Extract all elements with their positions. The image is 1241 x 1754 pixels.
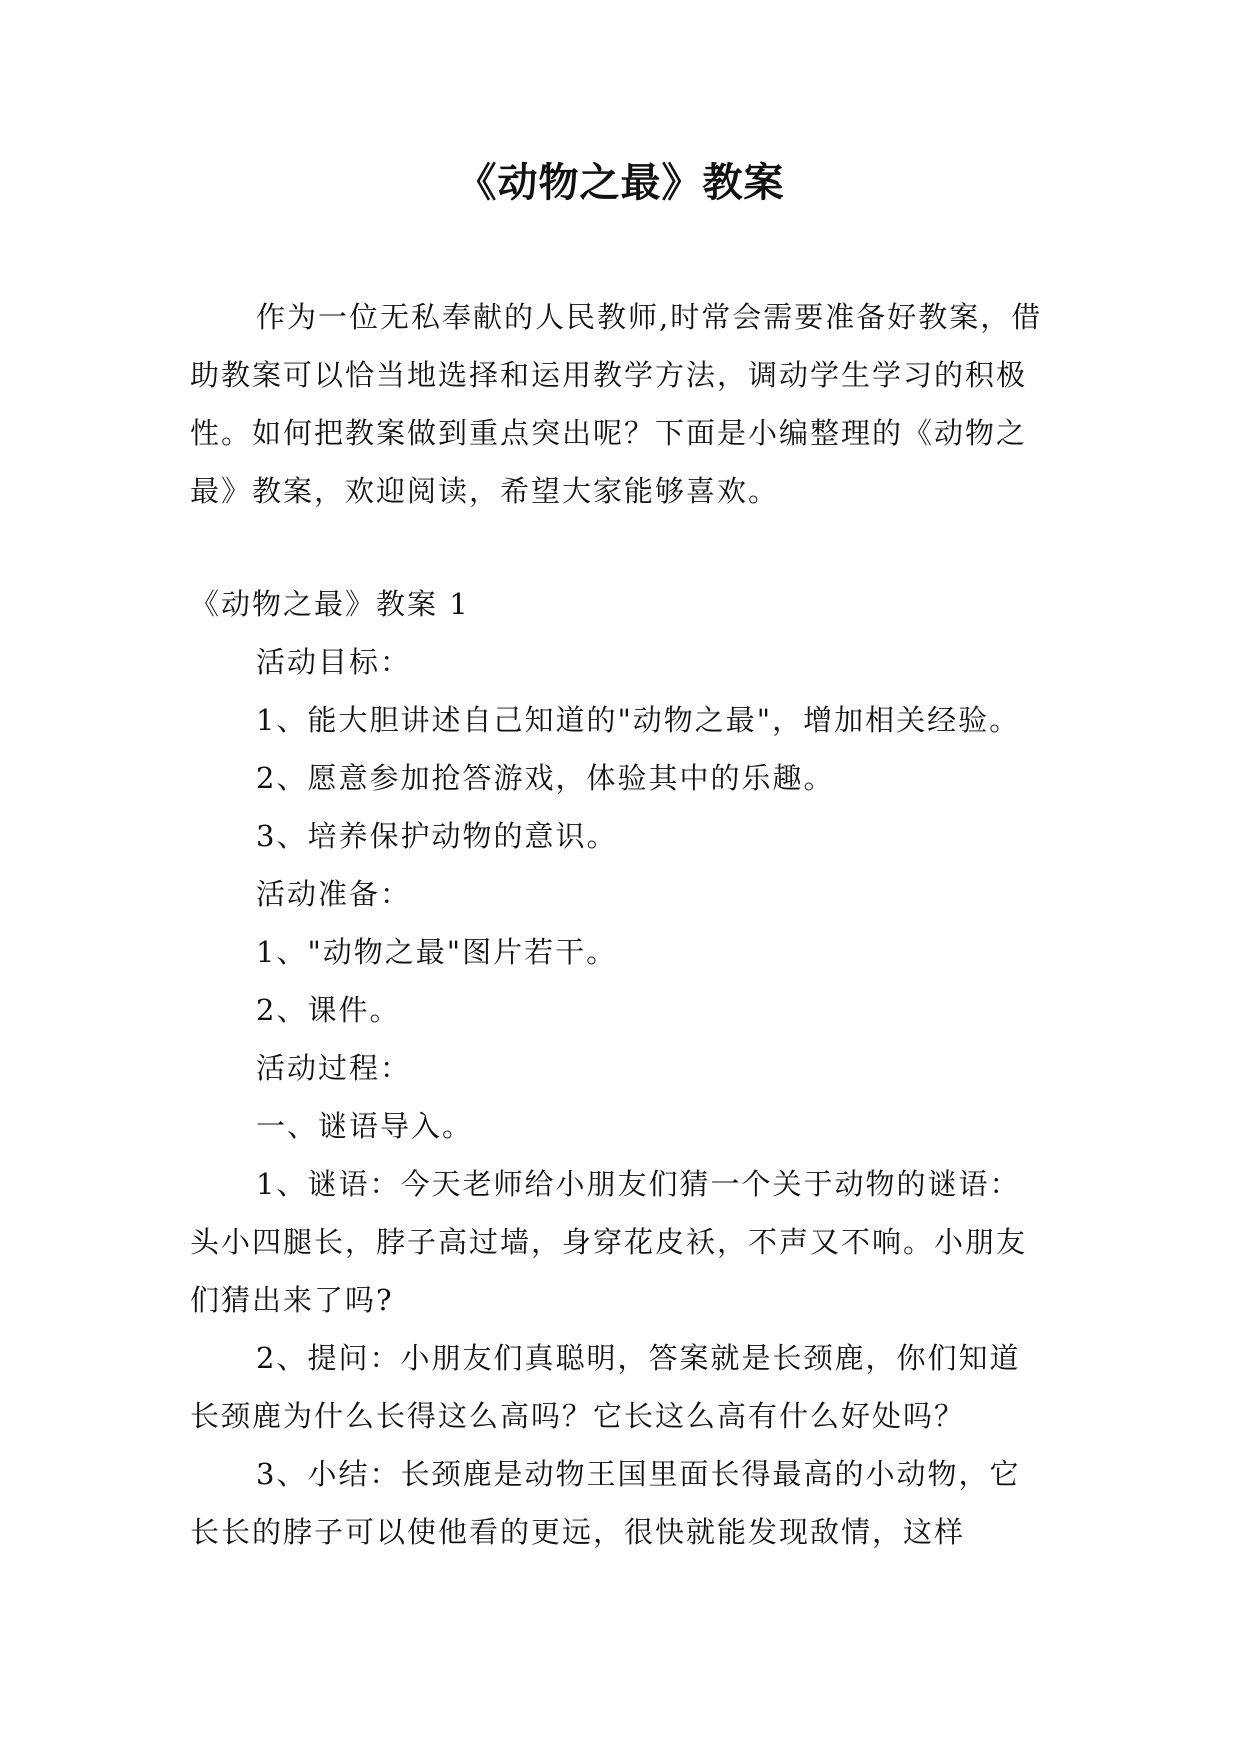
step-heading: 一、谜语导入。	[256, 1109, 474, 1143]
goal-item: 1、能大胆讲述自己知道的"动物之最"，增加相关经验。	[256, 703, 1021, 737]
prep-item: 1、"动物之最"图片若干。	[256, 935, 618, 969]
goal-item: 3、培养保护动物的意识。	[256, 819, 618, 853]
process-paragraph: 3、小结：长颈鹿是动物王国里面长得最高的小动物，它长长的脖子可以使他看的更远，很快就能发现敌情，这样	[190, 1457, 1021, 1549]
goals-label: 活动目标：	[256, 645, 412, 679]
process-label: 活动过程：	[256, 1051, 412, 1085]
intro-paragraph: 作为一位无私奉献的人民教师,时常会需要准备好教案，借助教案可以恰当地选择和运用教学方法，调动学生学习的积极性。如何把教案做到重点突出呢？下面是小编整理的《动物之最》教案，欢迎阅读，希望大家能够喜欢。	[190, 300, 1043, 508]
goal-item: 2、愿意参加抢答游戏，体验其中的乐趣。	[256, 761, 835, 795]
process-paragraph: 2、提问：小朋友们真聪明，答案就是长颈鹿，你们知道长颈鹿为什么长得这么高吗？它长这么高有什么好处吗？	[190, 1341, 1021, 1433]
prep-item: 2、课件。	[256, 993, 401, 1027]
lesson-body	[190, 575, 1070, 1561]
prep-label: 活动准备：	[256, 877, 412, 911]
process-paragraph: 1、谜语：今天老师给小朋友们猜一个关于动物的谜语：头小四腿长，脖子高过墙，身穿花皮袄，不声又不响。小朋友们猜出来了吗?	[190, 1167, 1028, 1317]
section-heading: 《动物之最》教案 1	[190, 587, 470, 621]
document-title: 《动物之最》教案	[456, 160, 785, 206]
